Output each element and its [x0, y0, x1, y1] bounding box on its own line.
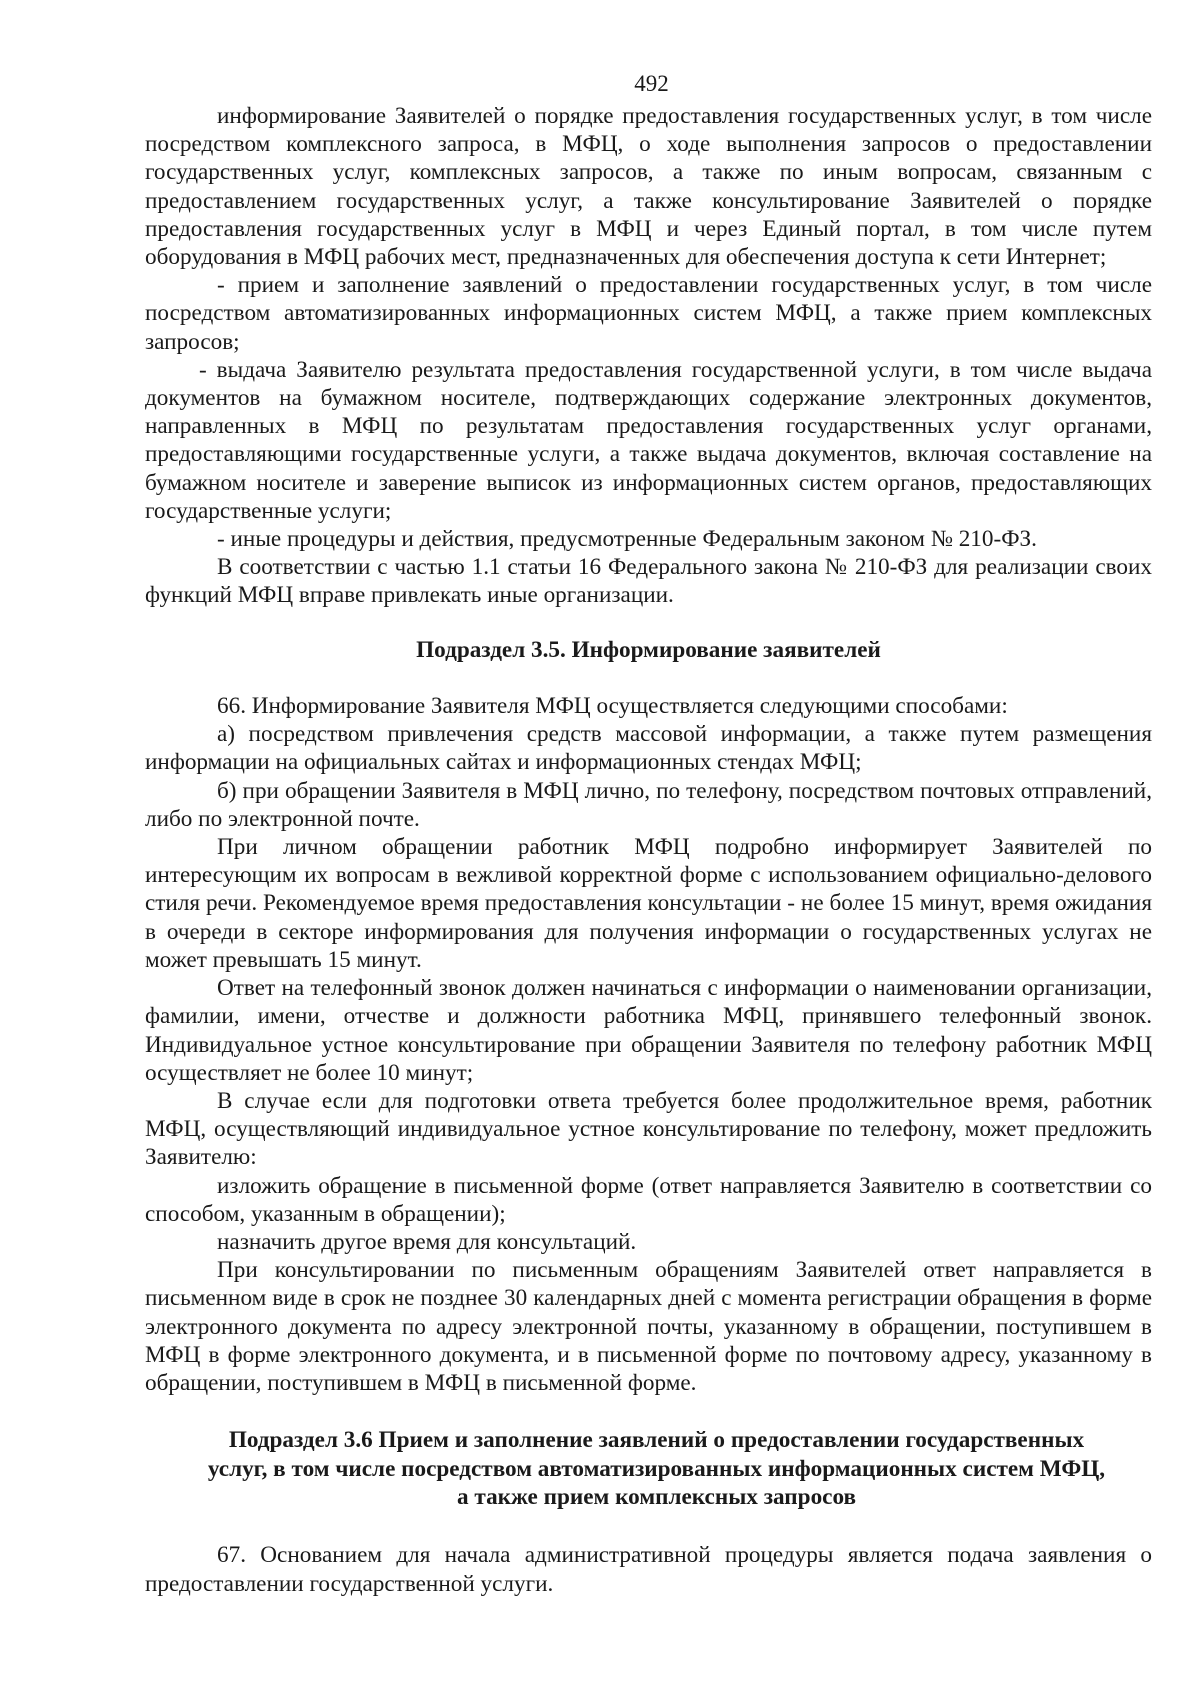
paragraph-informing-services: информирование Заявителей о порядке предоставления государственных услуг, в том числе посредством комплексного запроса, в МФЦ, о ходе выполнения запросов о предоставлении государственных услуг, комплексных запросов, а также по иным вопросам, связанным с предоставлением государственных услуг, а также консультирование Заявителей о порядке предоставления государственных услуг в МФЦ и через Единый портал, в том числе путем оборудования в МФЦ рабочих мест, предназначенных для обеспечения доступа к сети Интернет;: [145, 103, 1152, 271]
paragraph-reception-applications: - прием и заполнение заявлений о предоставлении государственных услуг, в том числе посредством автоматизированных информационных систем МФЦ, а также прием комплексных запросов;: [145, 272, 1152, 355]
services-list-section: [145, 102, 1152, 610]
document-page: [145, 70, 1152, 1598]
paragraph-personal-visit: При личном обращении работник МФЦ подробно информирует Заявителей по интересующим их вопросам в вежливой корректной форме с использованием официально-делового стиля речи. Рекомендуемое время предоставления консультации - не более 15 минут, время ожидания в очереди в секторе информирования для получения информации о государственных услугах не может превышать 15 минут.: [145, 834, 1152, 973]
paragraph-issuance-results: - выдача Заявителю результата предоставления государственной услуги, в том числе выдача документов на бумажном носителе, подтверждающих содержание электронных документов, направленных в МФЦ по результатам предоставления государственных услуг органами, предоставляющими государственные услуги, а также выдача документов, включая составление на бумажном носителе и заверение выписок из информационных систем органов, предоставляющих государственные услуги;: [145, 356, 1152, 524]
page-number: 492: [634, 71, 669, 96]
section-heading-3-6-line-2: услуг, в том числе посредством автоматизированных информационных систем МФЦ,: [207, 1455, 1106, 1482]
paragraph-phone-call: Ответ на телефонный звонок должен начинаться с информации о наименовании организации, фамилии, имени, отчестве и должности работника МФЦ, принявшего телефонный звонок. Индивидуальное устное консультирование при обращении Заявителя по телефону работник МФЦ осуществляет не более 10 минут;: [145, 975, 1152, 1086]
reception-section: [145, 1541, 1152, 1597]
section-heading-3-6-line-1: Подраздел 3.6 Прием и заполнение заявлений о предоставлении государственных: [228, 1427, 1085, 1454]
paragraph-written-form: изложить обращение в письменной форме (ответ направляется Заявителю в соответствии со способом, указанным в обращении);: [145, 1172, 1152, 1227]
section-heading-3-6-line-3: а также прием комплексных запросов: [457, 1483, 856, 1510]
paragraph-other-time: назначить другое время для консультаций.: [217, 1228, 637, 1255]
section-heading-3-5: Подраздел 3.5. Информирование заявителей: [416, 636, 881, 663]
paragraph-written-requests: При консультировании по письменным обращениям Заявителей ответ направляется в письменном виде в срок не позднее 30 календарных дней с момента регистрации обращения в форме электронного документа по адресу электронной почты, указанному в обращении, поступившем в МФЦ в форме электронного документа, и в письменной форме по почтовому адресу, указанному в обращении, поступившем в МФЦ в письменной форме.: [145, 1257, 1152, 1396]
informing-section: [145, 692, 1152, 1397]
paragraph-66-a: а) посредством привлечения средств массовой информации, а также путем размещения информации на официальных сайтах и информационных стендах МФЦ;: [145, 721, 1152, 776]
paragraph-67-basis: 67. Основанием для начала административной процедуры является подача заявления о предоставлении государственной услуги.: [145, 1542, 1152, 1597]
paragraph-other-procedures: - иные процедуры и действия, предусмотренные Федеральным законом № 210-ФЗ.: [217, 526, 1037, 553]
paragraph-66-methods: 66. Информирование Заявителя МФЦ осуществляется следующими способами:: [217, 693, 1008, 720]
section-heading-3-6: [145, 1426, 1152, 1511]
paragraph-involving-organizations: В соответствии с частью 1.1 статьи 16 Федерального закона № 210-ФЗ для реализации своих функций МФЦ вправе привлекать иные организации.: [145, 554, 1152, 609]
paragraph-66-b: б) при обращении Заявителя в МФЦ лично, по телефону, посредством почтовых отправлений, либо по электронной почте.: [145, 777, 1152, 832]
paragraph-longer-time: В случае если для подготовки ответа требуется более продолжительное время, работник МФЦ, осуществляющий индивидуальное устное консультирование по телефону, может предложить Заявителю:: [145, 1087, 1152, 1171]
